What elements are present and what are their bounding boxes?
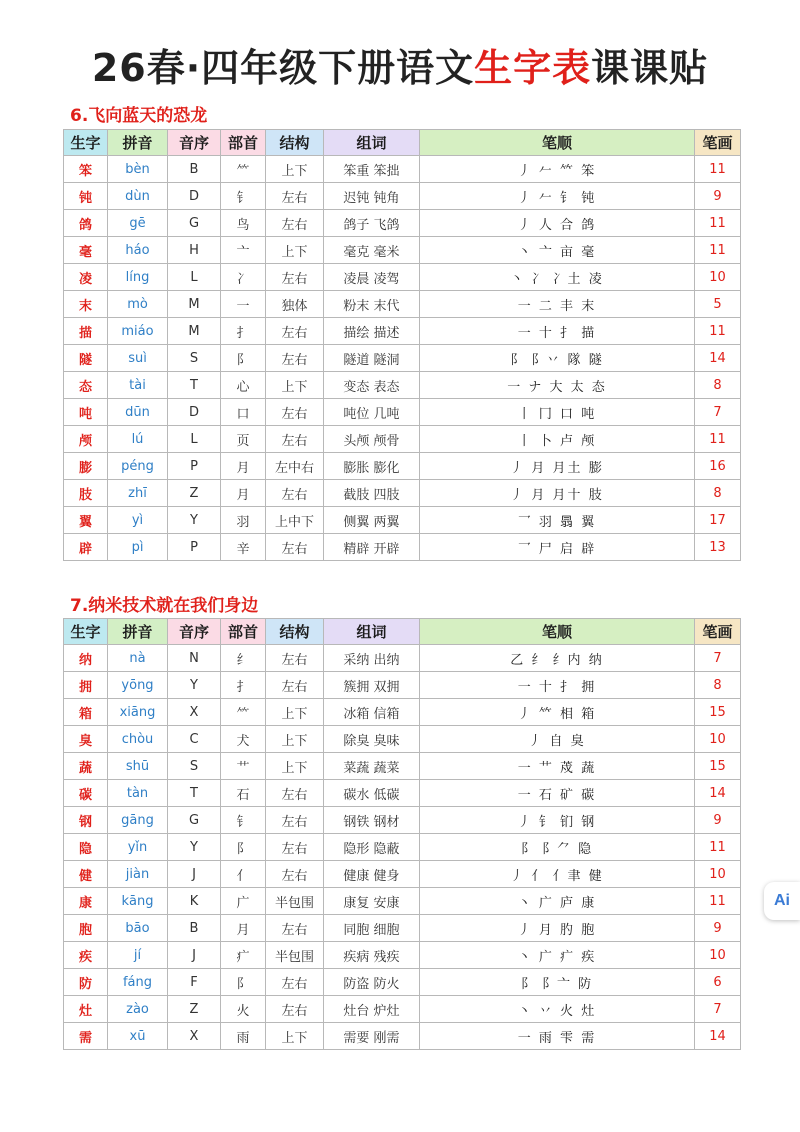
character-cell: 钝 [64,183,108,210]
words-cell: 笨重 笨拙 [324,156,420,183]
radical-cell: 石 [221,780,266,807]
character-cell: 毫 [64,237,108,264]
stroke-order-cell: 丿 自 臭 [420,726,695,753]
pinyin-cell: jiàn [108,861,168,888]
pinyin-cell: yōng [108,672,168,699]
table-row [64,996,741,1023]
order-cell: X [168,1023,221,1050]
structure-cell: 半包围 [266,888,324,915]
structure-cell: 左右 [266,807,324,834]
words-cell: 防盗 防火 [324,969,420,996]
order-cell: M [168,318,221,345]
words-cell: 灶台 炉灶 [324,996,420,1023]
character-cell: 碳 [64,780,108,807]
table-row [64,942,741,969]
pinyin-cell: xiāng [108,699,168,726]
table-row [64,318,741,345]
words-cell: 变态 表态 [324,372,420,399]
character-cell: 纳 [64,645,108,672]
table-row [64,372,741,399]
character-cell: 隐 [64,834,108,861]
stroke-order-cell: 一 石 矿 碳 [420,780,695,807]
radical-cell: 阝 [221,345,266,372]
table-row [64,861,741,888]
pinyin-cell: nà [108,645,168,672]
structure-cell: 左右 [266,915,324,942]
character-cell: 隧 [64,345,108,372]
pinyin-cell: yǐn [108,834,168,861]
pinyin-cell: suì [108,345,168,372]
stroke-order-cell: 一 十 扌 描 [420,318,695,345]
stroke-order-cell: 乛 羽 𦐇 翼 [420,507,695,534]
pinyin-cell: kāng [108,888,168,915]
stroke-count-cell: 8 [695,480,741,507]
radical-cell: 阝 [221,969,266,996]
order-cell: B [168,915,221,942]
stroke-count-cell: 14 [695,780,741,807]
pinyin-cell: chòu [108,726,168,753]
stroke-order-cell: 丿 𠂉 钅 钝 [420,183,695,210]
structure-cell: 上下 [266,372,324,399]
words-cell: 簇拥 双拥 [324,672,420,699]
structure-cell: 左右 [266,210,324,237]
order-cell: H [168,237,221,264]
order-cell: P [168,534,221,561]
character-cell: 胞 [64,915,108,942]
stroke-order-cell: 阝 阝亠 防 [420,969,695,996]
character-cell: 态 [64,372,108,399]
table-row [64,264,741,291]
structure-cell: 左中右 [266,453,324,480]
table-header-row [64,619,741,645]
order-cell: D [168,399,221,426]
order-cell: Y [168,507,221,534]
stroke-order-cell: 一 二 丰 末 [420,291,695,318]
stroke-order-cell: 一 十 扌 拥 [420,672,695,699]
pinyin-cell: shū [108,753,168,780]
words-cell: 同胞 细胞 [324,915,420,942]
character-cell: 鸽 [64,210,108,237]
radical-cell: 雨 [221,1023,266,1050]
structure-cell: 左右 [266,264,324,291]
table-row [64,399,741,426]
radical-cell: 钅 [221,183,266,210]
order-cell: X [168,699,221,726]
pinyin-cell: xū [108,1023,168,1050]
structure-cell: 左右 [266,969,324,996]
stroke-order-cell: 一 艹 荗 蔬 [420,753,695,780]
page-title [0,40,800,96]
character-cell: 钢 [64,807,108,834]
table-row [64,726,741,753]
stroke-order-cell: 丶 广 疒 疾 [420,942,695,969]
stroke-order-cell: 丿 𠂉 𥫗 笨 [420,156,695,183]
stroke-count-cell: 14 [695,1023,741,1050]
radical-cell: 疒 [221,942,266,969]
order-cell: S [168,753,221,780]
stroke-count-cell: 7 [695,399,741,426]
pinyin-cell: dùn [108,183,168,210]
radical-cell: 阝 [221,834,266,861]
pinyin-cell: tài [108,372,168,399]
table-row [64,807,741,834]
words-cell: 隐形 隐蔽 [324,834,420,861]
stroke-count-cell: 10 [695,726,741,753]
pinyin-cell: miáo [108,318,168,345]
lesson-title: 7.纳米技术就在我们身边 [70,596,259,616]
stroke-order-cell: 一 雨 雫 需 [420,1023,695,1050]
words-cell: 隧道 隧洞 [324,345,420,372]
stroke-order-cell: 丨 冂 口 吨 [420,399,695,426]
radical-cell: 辛 [221,534,266,561]
stroke-order-cell: 丿 𥫗 相 箱 [420,699,695,726]
structure-cell: 左右 [266,780,324,807]
radical-cell: 犬 [221,726,266,753]
structure-cell: 上下 [266,1023,324,1050]
pinyin-cell: pì [108,534,168,561]
character-cell: 翼 [64,507,108,534]
structure-cell: 上下 [266,726,324,753]
stroke-count-cell: 11 [695,210,741,237]
table-row [64,183,741,210]
order-cell: N [168,645,221,672]
header-order: 音序 [168,130,221,156]
words-cell: 迟钝 钝角 [324,183,420,210]
character-cell: 末 [64,291,108,318]
pinyin-cell: jí [108,942,168,969]
structure-cell: 左右 [266,834,324,861]
character-cell: 臭 [64,726,108,753]
header-strokes: 笔顺 [420,619,695,645]
character-table [63,129,741,561]
table-row [64,915,741,942]
structure-cell: 左右 [266,480,324,507]
header-pinyin: 拼音 [108,619,168,645]
words-cell: 截肢 四肢 [324,480,420,507]
radical-cell: 口 [221,399,266,426]
structure-cell: 左右 [266,861,324,888]
stroke-count-cell: 11 [695,156,741,183]
pinyin-cell: zhī [108,480,168,507]
character-cell: 康 [64,888,108,915]
stroke-count-cell: 6 [695,969,741,996]
radical-cell: 亻 [221,861,266,888]
stroke-count-cell: 10 [695,942,741,969]
words-cell: 碳水 低碳 [324,780,420,807]
words-cell: 描绘 描述 [324,318,420,345]
structure-cell: 左右 [266,345,324,372]
words-cell: 凌晨 凌驾 [324,264,420,291]
words-cell: 膨胀 膨化 [324,453,420,480]
pinyin-cell: dūn [108,399,168,426]
pinyin-cell: bèn [108,156,168,183]
stroke-count-cell: 14 [695,345,741,372]
radical-cell: 冫 [221,264,266,291]
title-highlight: 生字表 [474,46,592,90]
table-row [64,426,741,453]
header-order: 音序 [168,619,221,645]
words-cell: 鸽子 飞鸽 [324,210,420,237]
radical-cell: 月 [221,453,266,480]
header-words: 组词 [324,619,420,645]
stroke-count-cell: 11 [695,318,741,345]
header-pinyin: 拼音 [108,130,168,156]
radical-cell: 亠 [221,237,266,264]
table-row [64,345,741,372]
stroke-order-cell: 乛 尸 启 辟 [420,534,695,561]
order-cell: T [168,372,221,399]
header-structure: 结构 [266,619,324,645]
words-cell: 菜蔬 蔬菜 [324,753,420,780]
stroke-count-cell: 11 [695,237,741,264]
words-cell: 疾病 残疾 [324,942,420,969]
words-cell: 健康 健身 [324,861,420,888]
stroke-count-cell: 11 [695,426,741,453]
radical-cell: 扌 [221,672,266,699]
header-char: 生字 [64,619,108,645]
stroke-count-cell: 11 [695,888,741,915]
pinyin-cell: bāo [108,915,168,942]
order-cell: P [168,453,221,480]
radical-cell: 心 [221,372,266,399]
radical-cell: ⺮ [221,156,266,183]
pinyin-cell: péng [108,453,168,480]
header-count: 笔画 [695,130,741,156]
stroke-count-cell: 15 [695,753,741,780]
radical-cell: 一 [221,291,266,318]
words-cell: 粉末 末代 [324,291,420,318]
order-cell: K [168,888,221,915]
radical-cell: 火 [221,996,266,1023]
order-cell: Z [168,480,221,507]
title-prefix: 26春·四年级下册语文 [91,46,475,90]
order-cell: L [168,426,221,453]
words-cell: 毫克 毫米 [324,237,420,264]
table-row [64,1023,741,1050]
words-cell: 康复 安康 [324,888,420,915]
stroke-order-cell: 丿 月 月土 膨 [420,453,695,480]
words-cell: 需要 刚需 [324,1023,420,1050]
stroke-count-cell: 8 [695,672,741,699]
pinyin-cell: mò [108,291,168,318]
radical-cell: 月 [221,915,266,942]
character-cell: 需 [64,1023,108,1050]
pinyin-cell: háo [108,237,168,264]
order-cell: C [168,726,221,753]
stroke-count-cell: 13 [695,534,741,561]
order-cell: J [168,861,221,888]
order-cell: G [168,210,221,237]
table-row [64,699,741,726]
title-suffix: 课课贴 [591,46,709,90]
structure-cell: 左右 [266,645,324,672]
header-structure: 结构 [266,130,324,156]
stroke-order-cell: 丶 广 庐 康 [420,888,695,915]
table-row [64,753,741,780]
order-cell: Z [168,996,221,1023]
pinyin-cell: lú [108,426,168,453]
character-table [63,618,741,1050]
table-row [64,645,741,672]
order-cell: S [168,345,221,372]
character-cell: 疾 [64,942,108,969]
structure-cell: 左右 [266,183,324,210]
stroke-order-cell: 丶 亠 亩 毫 [420,237,695,264]
character-cell: 灶 [64,996,108,1023]
table-header-row [64,130,741,156]
words-cell: 钢铁 钢材 [324,807,420,834]
structure-cell: 上中下 [266,507,324,534]
structure-cell: 左右 [266,672,324,699]
stroke-count-cell: 7 [695,645,741,672]
structure-cell: 左右 [266,534,324,561]
order-cell: Y [168,672,221,699]
words-cell: 头颅 颅骨 [324,426,420,453]
character-cell: 蔬 [64,753,108,780]
table-row [64,453,741,480]
table-row [64,291,741,318]
table-row [64,834,741,861]
table-row [64,507,741,534]
character-cell: 描 [64,318,108,345]
stroke-count-cell: 9 [695,183,741,210]
table-row [64,888,741,915]
order-cell: B [168,156,221,183]
structure-cell: 左右 [266,399,324,426]
pinyin-cell: líng [108,264,168,291]
pinyin-cell: yì [108,507,168,534]
radical-cell: 艹 [221,753,266,780]
lesson-title: 6.飞向蓝天的恐龙 [70,106,208,126]
radical-cell: 月 [221,480,266,507]
header-radical: 部首 [221,619,266,645]
character-cell: 膨 [64,453,108,480]
stroke-count-cell: 17 [695,507,741,534]
header-words: 组词 [324,130,420,156]
radical-cell: ⺮ [221,699,266,726]
table-row [64,237,741,264]
stroke-order-cell: 阝 阝丷 隊 隧 [420,345,695,372]
structure-cell: 左右 [266,996,324,1023]
stroke-count-cell: 16 [695,453,741,480]
structure-cell: 上下 [266,156,324,183]
stroke-count-cell: 9 [695,915,741,942]
stroke-order-cell: 丿 月 肑 胞 [420,915,695,942]
table-row [64,672,741,699]
header-char: 生字 [64,130,108,156]
words-cell: 吨位 几吨 [324,399,420,426]
order-cell: F [168,969,221,996]
character-cell: 笨 [64,156,108,183]
structure-cell: 半包围 [266,942,324,969]
order-cell: Y [168,834,221,861]
stroke-order-cell: 丨 卜 卢 颅 [420,426,695,453]
character-cell: 拥 [64,672,108,699]
stroke-count-cell: 9 [695,807,741,834]
radical-cell: 鸟 [221,210,266,237]
character-cell: 辟 [64,534,108,561]
order-cell: T [168,780,221,807]
stroke-order-cell: 丶 冫 冫土 凌 [420,264,695,291]
pinyin-cell: zào [108,996,168,1023]
radical-cell: 纟 [221,645,266,672]
order-cell: L [168,264,221,291]
table-row [64,156,741,183]
pinyin-cell: gē [108,210,168,237]
stroke-order-cell: 丶 丷 火 灶 [420,996,695,1023]
header-radical: 部首 [221,130,266,156]
stroke-order-cell: 丿 人 合 鸽 [420,210,695,237]
words-cell: 采纳 出纳 [324,645,420,672]
radical-cell: 扌 [221,318,266,345]
character-cell: 箱 [64,699,108,726]
structure-cell: 上下 [266,699,324,726]
words-cell: 冰箱 信箱 [324,699,420,726]
stroke-order-cell: 丿 月 月十 肢 [420,480,695,507]
character-cell: 健 [64,861,108,888]
radical-cell: 广 [221,888,266,915]
stroke-order-cell: 阝 阝⺈ 隐 [420,834,695,861]
words-cell: 除臭 臭味 [324,726,420,753]
radical-cell: 钅 [221,807,266,834]
pinyin-cell: tàn [108,780,168,807]
table-row [64,480,741,507]
radical-cell: 羽 [221,507,266,534]
stroke-order-cell: 乙 纟 纟内 纳 [420,645,695,672]
stroke-order-cell: 丿 亻 亻聿 健 [420,861,695,888]
table-row [64,210,741,237]
stroke-count-cell: 10 [695,861,741,888]
order-cell: M [168,291,221,318]
order-cell: G [168,807,221,834]
stroke-count-cell: 7 [695,996,741,1023]
table-row [64,534,741,561]
character-cell: 凌 [64,264,108,291]
character-cell: 肢 [64,480,108,507]
stroke-order-cell: 丿 钅 钔 钢 [420,807,695,834]
ai-assistant-button[interactable]: Ai [764,882,800,920]
header-count: 笔画 [695,619,741,645]
character-cell: 颅 [64,426,108,453]
stroke-count-cell: 8 [695,372,741,399]
stroke-count-cell: 5 [695,291,741,318]
stroke-order-cell: 一 ナ 大 太 态 [420,372,695,399]
stroke-count-cell: 11 [695,834,741,861]
table-row [64,780,741,807]
stroke-count-cell: 10 [695,264,741,291]
words-cell: 精辟 开辟 [324,534,420,561]
order-cell: J [168,942,221,969]
header-strokes: 笔顺 [420,130,695,156]
pinyin-cell: fáng [108,969,168,996]
structure-cell: 上下 [266,753,324,780]
order-cell: D [168,183,221,210]
character-cell: 吨 [64,399,108,426]
character-cell: 防 [64,969,108,996]
structure-cell: 独体 [266,291,324,318]
words-cell: 侧翼 两翼 [324,507,420,534]
structure-cell: 左右 [266,426,324,453]
pinyin-cell: gāng [108,807,168,834]
structure-cell: 上下 [266,237,324,264]
table-row [64,969,741,996]
structure-cell: 左右 [266,318,324,345]
radical-cell: 页 [221,426,266,453]
stroke-count-cell: 15 [695,699,741,726]
